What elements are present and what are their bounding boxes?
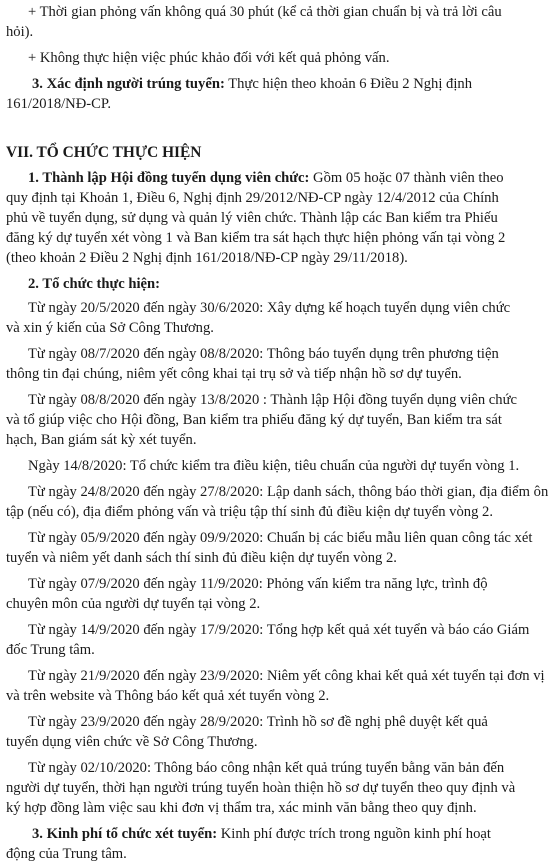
schedule-line: Ngày 14/8/2020: Tổ chức kiểm tra điều kiện, tiêu chuẩn của người dự tuyển vòng 1. [28,458,520,474]
schedule-line: thông tin đại chúng, niêm yết công khai tại trụ sở và tiếp nhận hồ sơ dự tuyển. [6,366,462,382]
schedule-line: và trên website và Thông báo kết quả xét tuyển vòng 2. [6,688,330,704]
schedule-line: tập (nếu có), địa điểm phỏng vấn và triệu tập thí sinh đủ điều kiện dự tuyển vòng 2. [6,504,493,520]
schedule-line: Từ ngày 23/9/2020 đến ngày 28/9/2020: Trình hồ sơ đề nghị phê duyệt kết quả [28,714,488,730]
schedule-line: Từ ngày 08/7/2020 đến ngày 08/8/2020: Thông báo tuyển dụng trên phương tiện [28,346,499,362]
council-line-3: phủ về tuyển dụng, sử dụng và quản lý viên chức. Thành lập các Ban kiểm tra Phiếu [6,210,498,226]
schedule-line: Từ ngày 20/5/2020 đến ngày 30/6/2020: Xây dựng kế hoạch tuyển dụng viên chức [28,300,511,316]
schedule-line: và xin ý kiến của Sở Công Thương. [6,320,214,336]
interview-time-line-2: hỏi). [6,24,34,40]
winner-criteria-line-1 [32,74,472,94]
schedule-line: đốc Trung tâm. [6,642,95,658]
interview-time-line-1: + Thời gian phỏng vấn không quá 30 phút (kể cả thời gian chuẩn bị và trả lời câu [28,4,502,20]
budget-label: 3. Kinh phí tổ chức xét tuyển: [32,826,218,842]
winner-criteria-label: 3. Xác định người trúng tuyển: [32,76,225,92]
schedule-line: chuyên môn của người dự tuyển tại vòng 2. [6,596,261,612]
budget-line-2: động của Trung tâm. [6,846,127,862]
schedule-line: tuyển và niêm yết danh sách thí sinh đủ điều kiện dự tuyển vòng 2. [6,550,397,566]
schedule-line: tuyển dụng viên chức về Sở Công Thương. [6,734,258,750]
council-line-4: đăng ký dự tuyển xét vòng 1 và Ban kiểm tra sát hạch thực hiện phỏng vấn tại vòng 2 [6,230,506,246]
schedule-line: ký hợp đồng làm việc sau khi đơn vị thẩm tra, xác minh văn bằng theo quy định. [6,800,477,816]
schedule-line: Từ ngày 07/9/2020 đến ngày 11/9/2020: Phỏng vấn kiểm tra năng lực, trình độ [28,576,488,592]
council-text: Gồm 05 hoặc 07 thành viên theo [309,170,504,186]
implementation-heading: 2. Tổ chức thực hiện: [28,276,160,292]
council-line-1 [28,168,504,188]
schedule-line: và tổ giúp việc cho Hội đồng, Ban kiểm tra phiếu đăng ký dự tuyển, Ban kiểm tra sát [6,412,502,428]
no-review-line: + Không thực hiện việc phúc khảo đối với kết quả phỏng vấn. [28,50,390,66]
schedule-line: Từ ngày 21/9/2020 đến ngày 23/9/2020: Niêm yết công khai kết quả xét tuyển tại đơn vị [28,668,545,684]
schedule-line: người dự tuyển, thời hạn người trúng tuyển hoàn thiện hồ sơ dự tuyển theo quy định và [6,780,516,796]
schedule-line: Từ ngày 14/9/2020 đến ngày 17/9/2020: Tổng hợp kết quả xét tuyển và báo cáo Giám [28,622,530,638]
schedule-line: Từ ngày 02/10/2020: Thông báo công nhận kết quả trúng tuyển bằng văn bản đến [28,760,505,776]
section-title: VII. TỔ CHỨC THỰC HIỆN [6,144,202,161]
budget-line-1 [32,824,491,844]
council-label: 1. Thành lập Hội đồng tuyển dụng viên chức: [28,170,310,186]
council-line-5: (theo khoản 2 Điều 2 Nghị định 161/2018/NĐ-CP ngày 29/11/2018). [6,250,408,266]
schedule-line: Từ ngày 24/8/2020 đến ngày 27/8/2020: Lập danh sách, thông báo thời gian, địa điểm ôn [28,484,549,500]
winner-criteria-line-2: 161/2018/NĐ-CP. [6,96,112,112]
winner-criteria-text: Thực hiện theo khoản 6 Điều 2 Nghị định [224,76,472,92]
budget-text: Kinh phí được trích trong nguồn kinh phí hoạt [217,826,491,842]
schedule-line: Từ ngày 08/8/2020 đến ngày 13/8/2020 : Thành lập Hội đồng tuyển dụng viên chức [28,392,517,408]
schedule-line: hạch, Ban giám sát kỳ xét tuyển. [6,432,197,448]
schedule-line: Từ ngày 05/9/2020 đến ngày 09/9/2020: Chuẩn bị các biểu mẫu liên quan công tác xét [28,530,533,546]
council-line-2: quy định tại Khoản 1, Điều 6, Nghị định 29/2012/NĐ-CP ngày 12/4/2012 của Chính [6,190,499,206]
